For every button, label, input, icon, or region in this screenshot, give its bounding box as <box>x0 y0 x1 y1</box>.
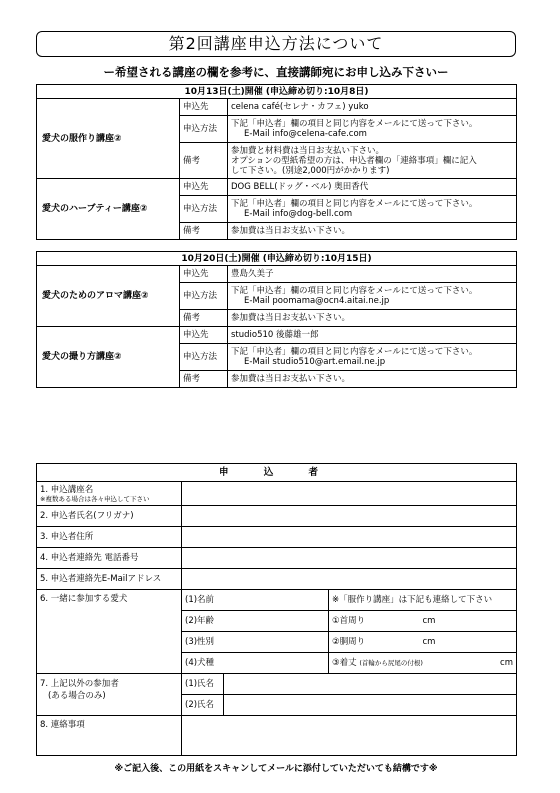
row-value <box>228 116 517 143</box>
row-value <box>228 143 517 179</box>
field-label-address: 3. 申込者住所 <box>37 527 182 548</box>
value-line: して下さい。(別途2,000円がかかります) <box>231 165 390 176</box>
name-input[interactable] <box>182 506 517 527</box>
row-label: 備考 <box>180 310 228 327</box>
measure-body-label[interactable]: ②胴周り <box>329 632 421 653</box>
course-name: 愛犬のためのアロマ講座② <box>37 266 180 327</box>
row-label: 申込方法 <box>180 283 228 310</box>
sessions-table <box>36 84 517 388</box>
row-value <box>228 99 517 116</box>
email-line[interactable]: E-Mail studio510@art.email.ne.jp <box>244 357 386 367</box>
section-spacer <box>37 240 517 252</box>
measure-neck-label[interactable]: ①首周り <box>329 611 421 632</box>
field-label-dog: 6. 一緒に参加する愛犬 <box>37 590 182 674</box>
course-name: 愛犬の撮り方講座② <box>37 327 180 388</box>
value-line: celena café(セレナ・カフェ) yuko <box>231 102 369 112</box>
value-line: 参加費は当日お支払い下さい。 <box>231 374 351 384</box>
field-label-phone: 4. 申込者連絡先 電話番号 <box>37 548 182 569</box>
measure-neck-unit: cm <box>421 611 517 632</box>
value-line: 参加費は当日お支払い下さい。 <box>231 226 351 236</box>
dog-breed-field[interactable]: (4)犬種 <box>182 653 329 674</box>
value-line: DOG BELL(ドッグ・ベル) 奥田香代 <box>231 182 369 192</box>
form-title: 申 込 者 <box>37 464 517 482</box>
application-form <box>36 463 517 756</box>
row-label: 申込先 <box>180 179 228 196</box>
field-label-course-text: 1. 申込講座名 <box>40 484 94 495</box>
row-label: 申込先 <box>180 327 228 344</box>
email-input[interactable] <box>182 569 517 590</box>
phone-input[interactable] <box>182 548 517 569</box>
value-line: 豊島久美子 <box>231 269 274 279</box>
measure-length-hint: (首輪から尻尾の付根) <box>359 659 423 667</box>
field-label-others <box>37 674 182 716</box>
row-value <box>228 283 517 310</box>
row-value <box>228 196 517 223</box>
page-title: 第2回講座申込方法について <box>36 31 516 57</box>
other-1-input[interactable] <box>224 674 517 695</box>
row-label: 申込先 <box>180 99 228 116</box>
other-2-label: (2)氏名 <box>182 695 224 716</box>
email-line[interactable]: E-Mail poomama@ocn4.aitai.ne.jp <box>244 296 390 306</box>
footer-note: ※ご記入後、この用紙をスキャンしてメールに添付していただいても結構です※ <box>114 764 438 774</box>
value-line: 下記「申込者」欄の項目と同じ内容をメールにて送って下さい。 <box>231 347 478 357</box>
row-value <box>228 344 517 371</box>
other-2-input[interactable] <box>224 695 517 716</box>
page-subtitle: ー希望される講座の欄を参考に、直接講師宛にお申し込み下さいー <box>103 65 449 79</box>
notes-input[interactable] <box>182 716 517 756</box>
session-header: 10月13日(土)開催 (申込締め切り:10月8日) <box>37 85 517 99</box>
value-line: 参加費は当日お支払い下さい。 <box>231 313 351 323</box>
value-line: 参加費と材料費は当日お支払い下さい。 <box>231 145 385 156</box>
row-label: 申込方法 <box>180 196 228 223</box>
row-label: 備考 <box>180 143 228 179</box>
value-line: 下記「申込者」欄の項目と同じ内容をメールにて送って下さい。 <box>231 199 478 209</box>
other-1-label: (1)氏名 <box>182 674 224 695</box>
row-value <box>228 179 517 196</box>
row-value <box>228 327 517 344</box>
field-note-course: ※複数ある場合は各々申込して下さい <box>40 494 150 503</box>
dog-sex-field[interactable]: (3)性別 <box>182 632 329 653</box>
value-line: studio510 後藤雄一郎 <box>231 330 319 340</box>
field-label-notes: 8. 連絡事項 <box>37 716 182 756</box>
row-label: 申込方法 <box>180 344 228 371</box>
row-label: 申込方法 <box>180 116 228 143</box>
email-line[interactable]: E-Mail info@dog-bell.com <box>244 209 353 219</box>
value-line: 下記「申込者」欄の項目と同じ内容をメールにて送って下さい。 <box>231 286 478 296</box>
row-value <box>228 266 517 283</box>
measure-length-label: ③着丈 <box>332 658 357 668</box>
field-label-name: 2. 申込者氏名(フリガナ) <box>37 506 182 527</box>
field-label-course <box>37 482 182 506</box>
email-line[interactable]: E-Mail info@celena-cafe.com <box>244 129 367 139</box>
field-label-others-text: 7. 上記以外の参加者 <box>40 679 119 689</box>
row-label: 備考 <box>180 223 228 240</box>
measure-body-unit: cm <box>421 632 517 653</box>
row-label: 備考 <box>180 371 228 388</box>
course-input[interactable] <box>182 482 517 506</box>
row-value <box>228 371 517 388</box>
session-header: 10月20日(土)開催 (申込締め切り:10月15日) <box>37 252 517 266</box>
address-input[interactable] <box>182 527 517 548</box>
dog-note: ※「服作り講座」は下記も連絡して下さい <box>329 590 517 611</box>
course-name: 愛犬の服作り講座② <box>37 99 180 179</box>
row-label: 申込先 <box>180 266 228 283</box>
dog-name-field[interactable]: (1)名前 <box>182 590 329 611</box>
measure-length-field[interactable] <box>329 653 517 674</box>
value-line: 下記「申込者」欄の項目と同じ内容をメールにて送って下さい。 <box>231 119 478 129</box>
field-label-email: 5. 申込者連絡先E-Mailアドレス <box>37 569 182 590</box>
field-label-others-sub: (ある場合のみ) <box>48 691 106 701</box>
measure-length-unit: cm <box>500 658 514 668</box>
dog-age-field[interactable]: (2)年齢 <box>182 611 329 632</box>
course-name: 愛犬のハーブティー講座② <box>37 179 180 240</box>
value-line: オプションの型紙希望の方は、申込者欄の「連絡事項」欄に記入 <box>231 155 477 166</box>
row-value <box>228 223 517 240</box>
row-value <box>228 310 517 327</box>
